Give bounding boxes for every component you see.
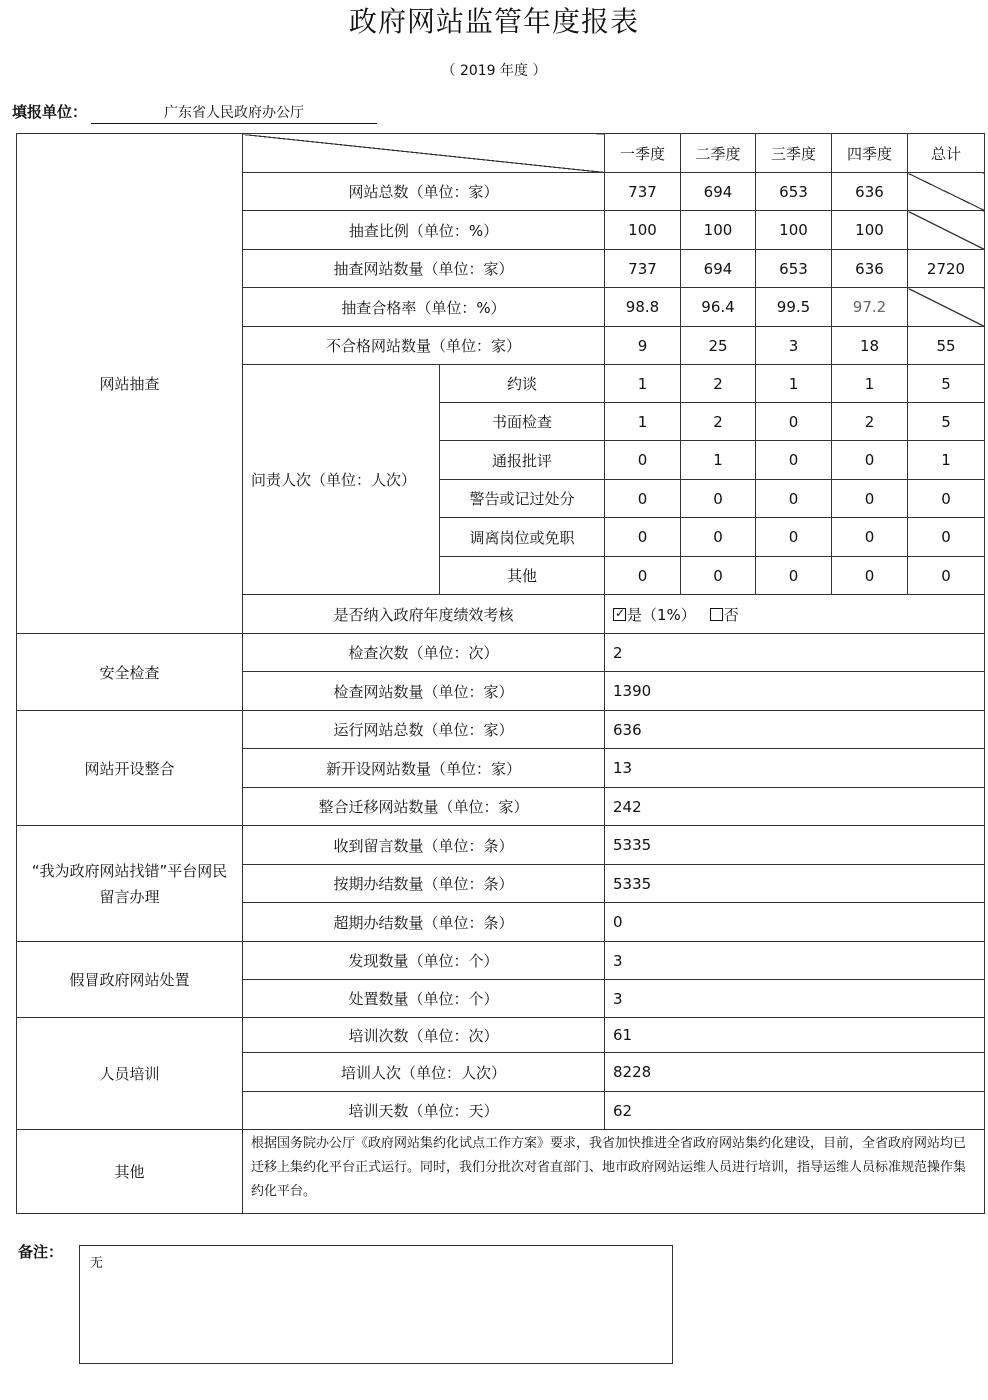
cell-q4: 97.2 [832,288,908,327]
remarks-label: 备注： [18,1243,64,1261]
row-label: 警告或记过处分 [440,480,605,518]
cell-total: 0 [908,518,985,557]
cell-total-na [908,288,985,327]
cell-q3: 653 [756,250,832,288]
row-label: 收到留言数量（单位：条） [243,826,605,865]
row-label: 培训天数（单位：天） [243,1092,605,1130]
cell-q1: 98.8 [605,288,681,327]
filing-unit-label: 填报单位： [12,103,88,121]
header-row [17,134,985,173]
row-value: 62 [605,1092,985,1130]
cell-q3: 100 [756,211,832,250]
cell-q3: 1 [756,365,832,403]
row-value: 242 [605,788,985,826]
section-training: 人员培训 [17,1018,243,1130]
row-label: 网站总数（单位：家） [243,173,605,211]
row-label: 整合迁移网站数量（单位：家） [243,788,605,826]
cell-q3: 99.5 [756,288,832,327]
cell-q4: 0 [832,557,908,595]
checkbox-no[interactable] [710,608,723,621]
cell-total: 5 [908,365,985,403]
section-security: 安全检查 [17,634,243,711]
cell-q1: 1 [605,365,681,403]
row-label: 超期办结数量（单位：条） [243,903,605,942]
cell-total: 55 [908,327,985,365]
assessment-label: 是否纳入政府年度绩效考核 [243,595,605,634]
section-platform: “我为政府网站找错”平台网民留言办理 [17,826,243,942]
row-value: 636 [605,711,985,749]
header-q2: 二季度 [681,134,756,173]
report-year: （ 2019 年度 ） [441,63,547,79]
cell-q4: 0 [832,480,908,518]
cell-q1: 0 [605,557,681,595]
row-value: 2 [605,634,985,672]
page-title: 政府网站监管年度报表 [348,5,639,38]
accountability-label: 问责人次（单位：人次） [243,365,440,595]
cell-total: 2720 [908,250,985,288]
cell-q2: 2 [681,403,756,441]
table-row [17,826,985,865]
option-yes-label: 是（1%） [627,605,696,624]
cell-q1: 737 [605,250,681,288]
row-label: 处置数量（单位：个） [243,980,605,1018]
row-label: 检查次数（单位：次） [243,634,605,672]
header-diagonal-cell [243,134,605,173]
cell-q1: 100 [605,211,681,250]
remarks-box [79,1245,673,1364]
cell-q3: 3 [756,327,832,365]
section-other: 其他 [17,1130,243,1214]
cell-q4: 0 [832,518,908,557]
assessment-options [605,595,985,634]
row-value: 0 [605,903,985,942]
row-label: 按期办结数量（单位：条） [243,865,605,903]
cell-q1: 1 [605,403,681,441]
cell-q3: 0 [756,518,832,557]
cell-q2: 694 [681,250,756,288]
cell-q3: 0 [756,480,832,518]
cell-q1: 0 [605,480,681,518]
header-q1: 一季度 [605,134,681,173]
cell-q1: 737 [605,173,681,211]
section-fake: 假冒政府网站处置 [17,942,243,1018]
cell-total-na [908,211,985,250]
row-label: 新开设网站数量（单位：家） [243,749,605,788]
row-label: 检查网站数量（单位：家） [243,672,605,711]
table-row [17,711,985,749]
row-label: 不合格网站数量（单位：家） [243,327,605,365]
header-total: 总计 [908,134,985,173]
other-row [17,1130,985,1214]
cell-q2: 100 [681,211,756,250]
remarks-value: 无 [90,1256,104,1271]
row-label: 约谈 [440,365,605,403]
cell-q3: 0 [756,557,832,595]
cell-q2: 25 [681,327,756,365]
filing-unit-row [12,101,377,124]
row-label: 其他 [440,557,605,595]
row-label: 抽查合格率（单位：%） [243,288,605,327]
cell-q2: 694 [681,173,756,211]
cell-q3: 0 [756,403,832,441]
header-q3: 三季度 [756,134,832,173]
cell-total: 0 [908,480,985,518]
row-label: 抽查网站数量（单位：家） [243,250,605,288]
option-no-label: 否 [723,605,739,624]
row-value: 61 [605,1018,985,1053]
table-row [17,1018,985,1053]
cell-q4: 18 [832,327,908,365]
cell-total: 0 [908,557,985,595]
cell-q3: 653 [756,173,832,211]
row-value: 1390 [605,672,985,711]
row-label: 培训次数（单位：次） [243,1018,605,1053]
report-table [16,133,985,1214]
row-label: 抽查比例（单位：%） [243,211,605,250]
cell-q2: 0 [681,480,756,518]
row-value: 5335 [605,826,985,865]
cell-q1: 0 [605,441,681,480]
cell-q4: 100 [832,211,908,250]
row-value: 3 [605,980,985,1018]
row-label: 运行网站总数（单位：家） [243,711,605,749]
section-spot-check: 网站抽查 [17,134,243,634]
cell-q2: 2 [681,365,756,403]
table-row [17,634,985,672]
row-label: 书面检查 [440,403,605,441]
cell-q1: 9 [605,327,681,365]
row-label: 通报批评 [440,441,605,480]
cell-total: 5 [908,403,985,441]
row-value: 3 [605,942,985,980]
section-setup: 网站开设整合 [17,711,243,826]
cell-q2: 96.4 [681,288,756,327]
cell-q4: 1 [832,365,908,403]
table-row [17,942,985,980]
cell-total-na [908,173,985,211]
row-value: 13 [605,749,985,788]
other-description: 根据国务院办公厅《政府网站集约化试点工作方案》要求，我省加快推进全省政府网站集约化建设，目前，全省政府网站均已迁移上集约化平台正式运行。同时，我们分批次对省直部门、地市政府网站运维人员进行培训，指导运维人员标准规范操作集约化平台。 [243,1130,985,1214]
cell-total: 1 [908,441,985,480]
row-value: 5335 [605,865,985,903]
cell-q2: 0 [681,518,756,557]
cell-q1: 0 [605,518,681,557]
cell-q4: 636 [832,250,908,288]
row-value: 8228 [605,1053,985,1092]
cell-q2: 0 [681,557,756,595]
filing-unit-value: 广东省人民政府办公厅 [91,103,377,124]
row-label: 调离岗位或免职 [440,518,605,557]
cell-q4: 0 [832,441,908,480]
cell-q4: 636 [832,173,908,211]
cell-q2: 1 [681,441,756,480]
row-label: 培训人次（单位：人次） [243,1053,605,1092]
row-label: 发现数量（单位：个） [243,942,605,980]
cell-q4: 2 [832,403,908,441]
header-q4: 四季度 [832,134,908,173]
checkbox-yes[interactable] [613,608,626,621]
cell-q3: 0 [756,441,832,480]
